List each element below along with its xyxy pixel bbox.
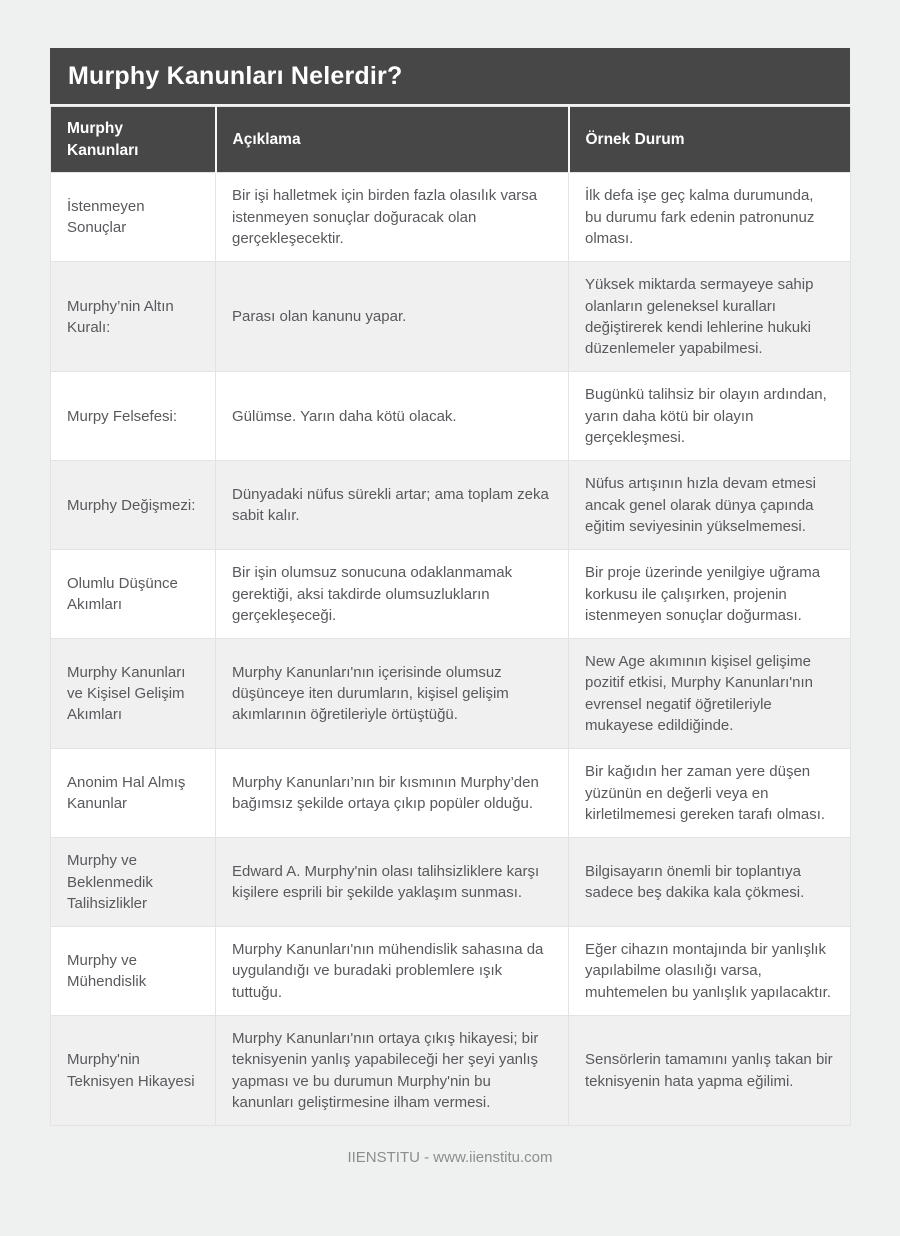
cell-example: New Age akımının kişisel gelişime pozitif etkisi, Murphy Kanunları'nın evrensel negatif öğretileriyle mukayese edildiğinde. — [569, 639, 851, 749]
cell-example: Yüksek miktarda sermayeye sahip olanların geleneksel kuralları değiştirerek kendi lehlerine hukuki düzenlemeler yapabilmesi. — [569, 262, 851, 372]
column-header-example: Örnek Durum — [569, 107, 851, 173]
cell-description: Parası olan kanunu yapar. — [216, 262, 569, 372]
cell-example: Bugünkü talihsiz bir olayın ardından, yarın daha kötü bir olayın gerçekleşmesi. — [569, 372, 851, 461]
footer-credit: IIENSTITU - www.iienstitu.com — [347, 1149, 553, 1167]
cell-description: Bir işin olumsuz sonucuna odaklanmamak gerektiği, aksi takdirde olumsuzlukların gerçekleşeceği. — [216, 550, 569, 639]
cell-example: Bilgisayarın önemli bir toplantıya sadece beş dakika kala çökmesi. — [569, 838, 851, 927]
table-row — [51, 639, 851, 749]
cell-law: Murphy'nin Teknisyen Hikayesi — [51, 1015, 216, 1125]
page-title: Murphy Kanunları Nelerdir? — [50, 48, 850, 106]
column-header-law: Murphy Kanunları — [51, 107, 216, 173]
column-header-description: Açıklama — [216, 107, 569, 173]
cell-example: İlk defa işe geç kalma durumunda, bu durumu fark edenin patronunuz olması. — [569, 173, 851, 262]
cell-law: Murphy ve Mühendislik — [51, 927, 216, 1016]
cell-law: Anonim Hal Almış Kanunlar — [51, 749, 216, 838]
cell-description: Murphy Kanunları'nın ortaya çıkış hikayesi; bir teknisyenin yanlış yapabileceği her şeyi yanlış yapması ve bu durumun Murphy'nin bu kanunları geliştirmesine ilham vermesi. — [216, 1015, 569, 1125]
table-row — [51, 262, 851, 372]
cell-example: Bir kağıdın her zaman yere düşen yüzünün en değerli veya en kirletilmemesi gereken tarafı olması. — [569, 749, 851, 838]
table-row — [51, 838, 851, 927]
cell-law: Murphy Kanunları ve Kişisel Gelişim Akımları — [51, 639, 216, 749]
cell-law: Murphy ve Beklenmedik Talihsizlikler — [51, 838, 216, 927]
table-row — [51, 1015, 851, 1125]
cell-law: İstenmeyen Sonuçlar — [51, 173, 216, 262]
murphy-laws-card — [50, 48, 850, 1126]
cell-description: Murphy Kanunları'nın içerisinde olumsuz düşünceye iten durumların, kişisel gelişim akımlarının öğretileriyle örtüştüğü. — [216, 639, 569, 749]
table-row — [51, 461, 851, 550]
cell-description: Dünyadaki nüfus sürekli artar; ama toplam zeka sabit kalır. — [216, 461, 569, 550]
cell-description: Gülümse. Yarın daha kötü olacak. — [216, 372, 569, 461]
murphy-laws-table — [50, 106, 851, 1126]
cell-description: Edward A. Murphy'nin olası talihsizliklere karşı kişilere esprili bir şekilde yaklaşım sunması. — [216, 838, 569, 927]
cell-description: Murphy Kanunları’nın bir kısmının Murphy’den bağımsız şekilde ortaya çıkıp popüler olduğu. — [216, 749, 569, 838]
cell-law: Murphy’nin Altın Kuralı: — [51, 262, 216, 372]
table-row — [51, 927, 851, 1016]
table-row — [51, 749, 851, 838]
cell-example: Eğer cihazın montajında bir yanlışlık yapılabilme olasılığı varsa, muhtemelen bu yanlışlık yapılacaktır. — [569, 927, 851, 1016]
cell-example: Sensörlerin tamamını yanlış takan bir teknisyenin hata yapma eğilimi. — [569, 1015, 851, 1125]
cell-law: Murphy Değişmezi: — [51, 461, 216, 550]
table-row — [51, 173, 851, 262]
cell-example: Nüfus artışının hızla devam etmesi ancak genel olarak dünya çapında eğitim seviyesinin yükselmemesi. — [569, 461, 851, 550]
cell-description: Murphy Kanunları'nın mühendislik sahasına da uygulandığı ve buradaki problemlere ışık tuttuğu. — [216, 927, 569, 1016]
table-header-row — [51, 107, 851, 173]
cell-law: Olumlu Düşünce Akımları — [51, 550, 216, 639]
table-row — [51, 550, 851, 639]
cell-description: Bir işi halletmek için birden fazla olasılık varsa istenmeyen sonuçlar doğuracak olan gerçekleşecektir. — [216, 173, 569, 262]
cell-law: Murpy Felsefesi: — [51, 372, 216, 461]
table-row — [51, 372, 851, 461]
cell-example: Bir proje üzerinde yenilgiye uğrama korkusu ile çalışırken, projenin istenmeyen sonuçlar doğurması. — [569, 550, 851, 639]
